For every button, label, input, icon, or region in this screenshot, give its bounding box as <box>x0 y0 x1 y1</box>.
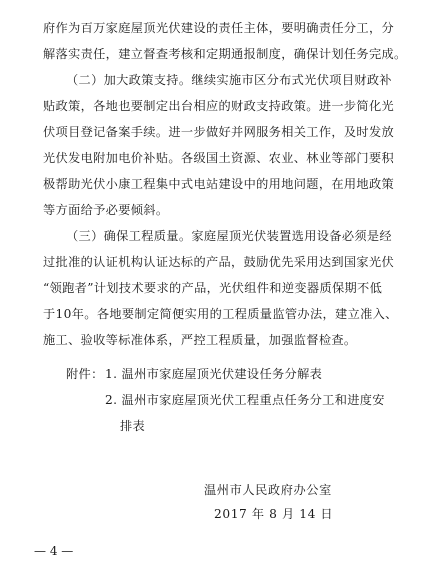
text-line: 贴政策，各地也要制定出台相应的财政支持政策。进一步简化光 <box>43 99 395 113</box>
attachment-item-2: 2. 温州市家庭屋顶光伏工程重点任务分工和进度安 <box>105 393 385 407</box>
page-number: — 4 — <box>34 544 74 558</box>
text-line: “领跑者”计划技术要求的产品，光伏组件和逆变器质保期不低 <box>43 281 383 295</box>
text-line: 伏项目登记备案手续。进一步做好并网服务相关工作，及时发放 <box>43 125 395 139</box>
text-line: 于10年。各地要制定简便实用的工程质量监管办法，建立准入、 <box>43 307 398 321</box>
attachment-item-1: 1. 温州市家庭屋顶光伏建设任务分解表 <box>105 367 323 381</box>
section-2-heading-line: （二）加大政策支持。继续实施市区分布式光伏项目财政补 <box>66 73 392 87</box>
text-line: 极帮助光伏小康工程集中式电站建设中的用地问题，在用地政策 <box>43 177 395 191</box>
text-line: 光伏发电附加电价补贴。各级国土资源、农业、林业等部门要积 <box>43 151 395 165</box>
text-line: 解落实责任，建立督查考核和定期通报制度，确保计划任务完成。 <box>43 47 407 61</box>
text-line: 过批准的认证机构认证达标的产品，鼓励优先采用达到国家光伏 <box>43 255 395 269</box>
section-3-heading-line: （三）确保工程质量。家庭屋顶光伏装置选用设备必须是经 <box>66 229 392 243</box>
text-line: 等方面给予必要倾斜。 <box>43 203 169 217</box>
text-line: 府作为百万家庭屋顶光伏建设的责任主体，要明确责任分工，分 <box>43 21 395 35</box>
issue-date: 2017 年 8 月 14 日 <box>214 507 334 521</box>
text-line: 施工、验收等标准体系，严控工程质量，加强监督检查。 <box>43 333 357 347</box>
attachments-label: 附件： <box>66 367 104 381</box>
attachment-item-2-continuation: 排表 <box>120 419 146 433</box>
issuing-office: 温州市人民政府办公室 <box>204 483 332 497</box>
